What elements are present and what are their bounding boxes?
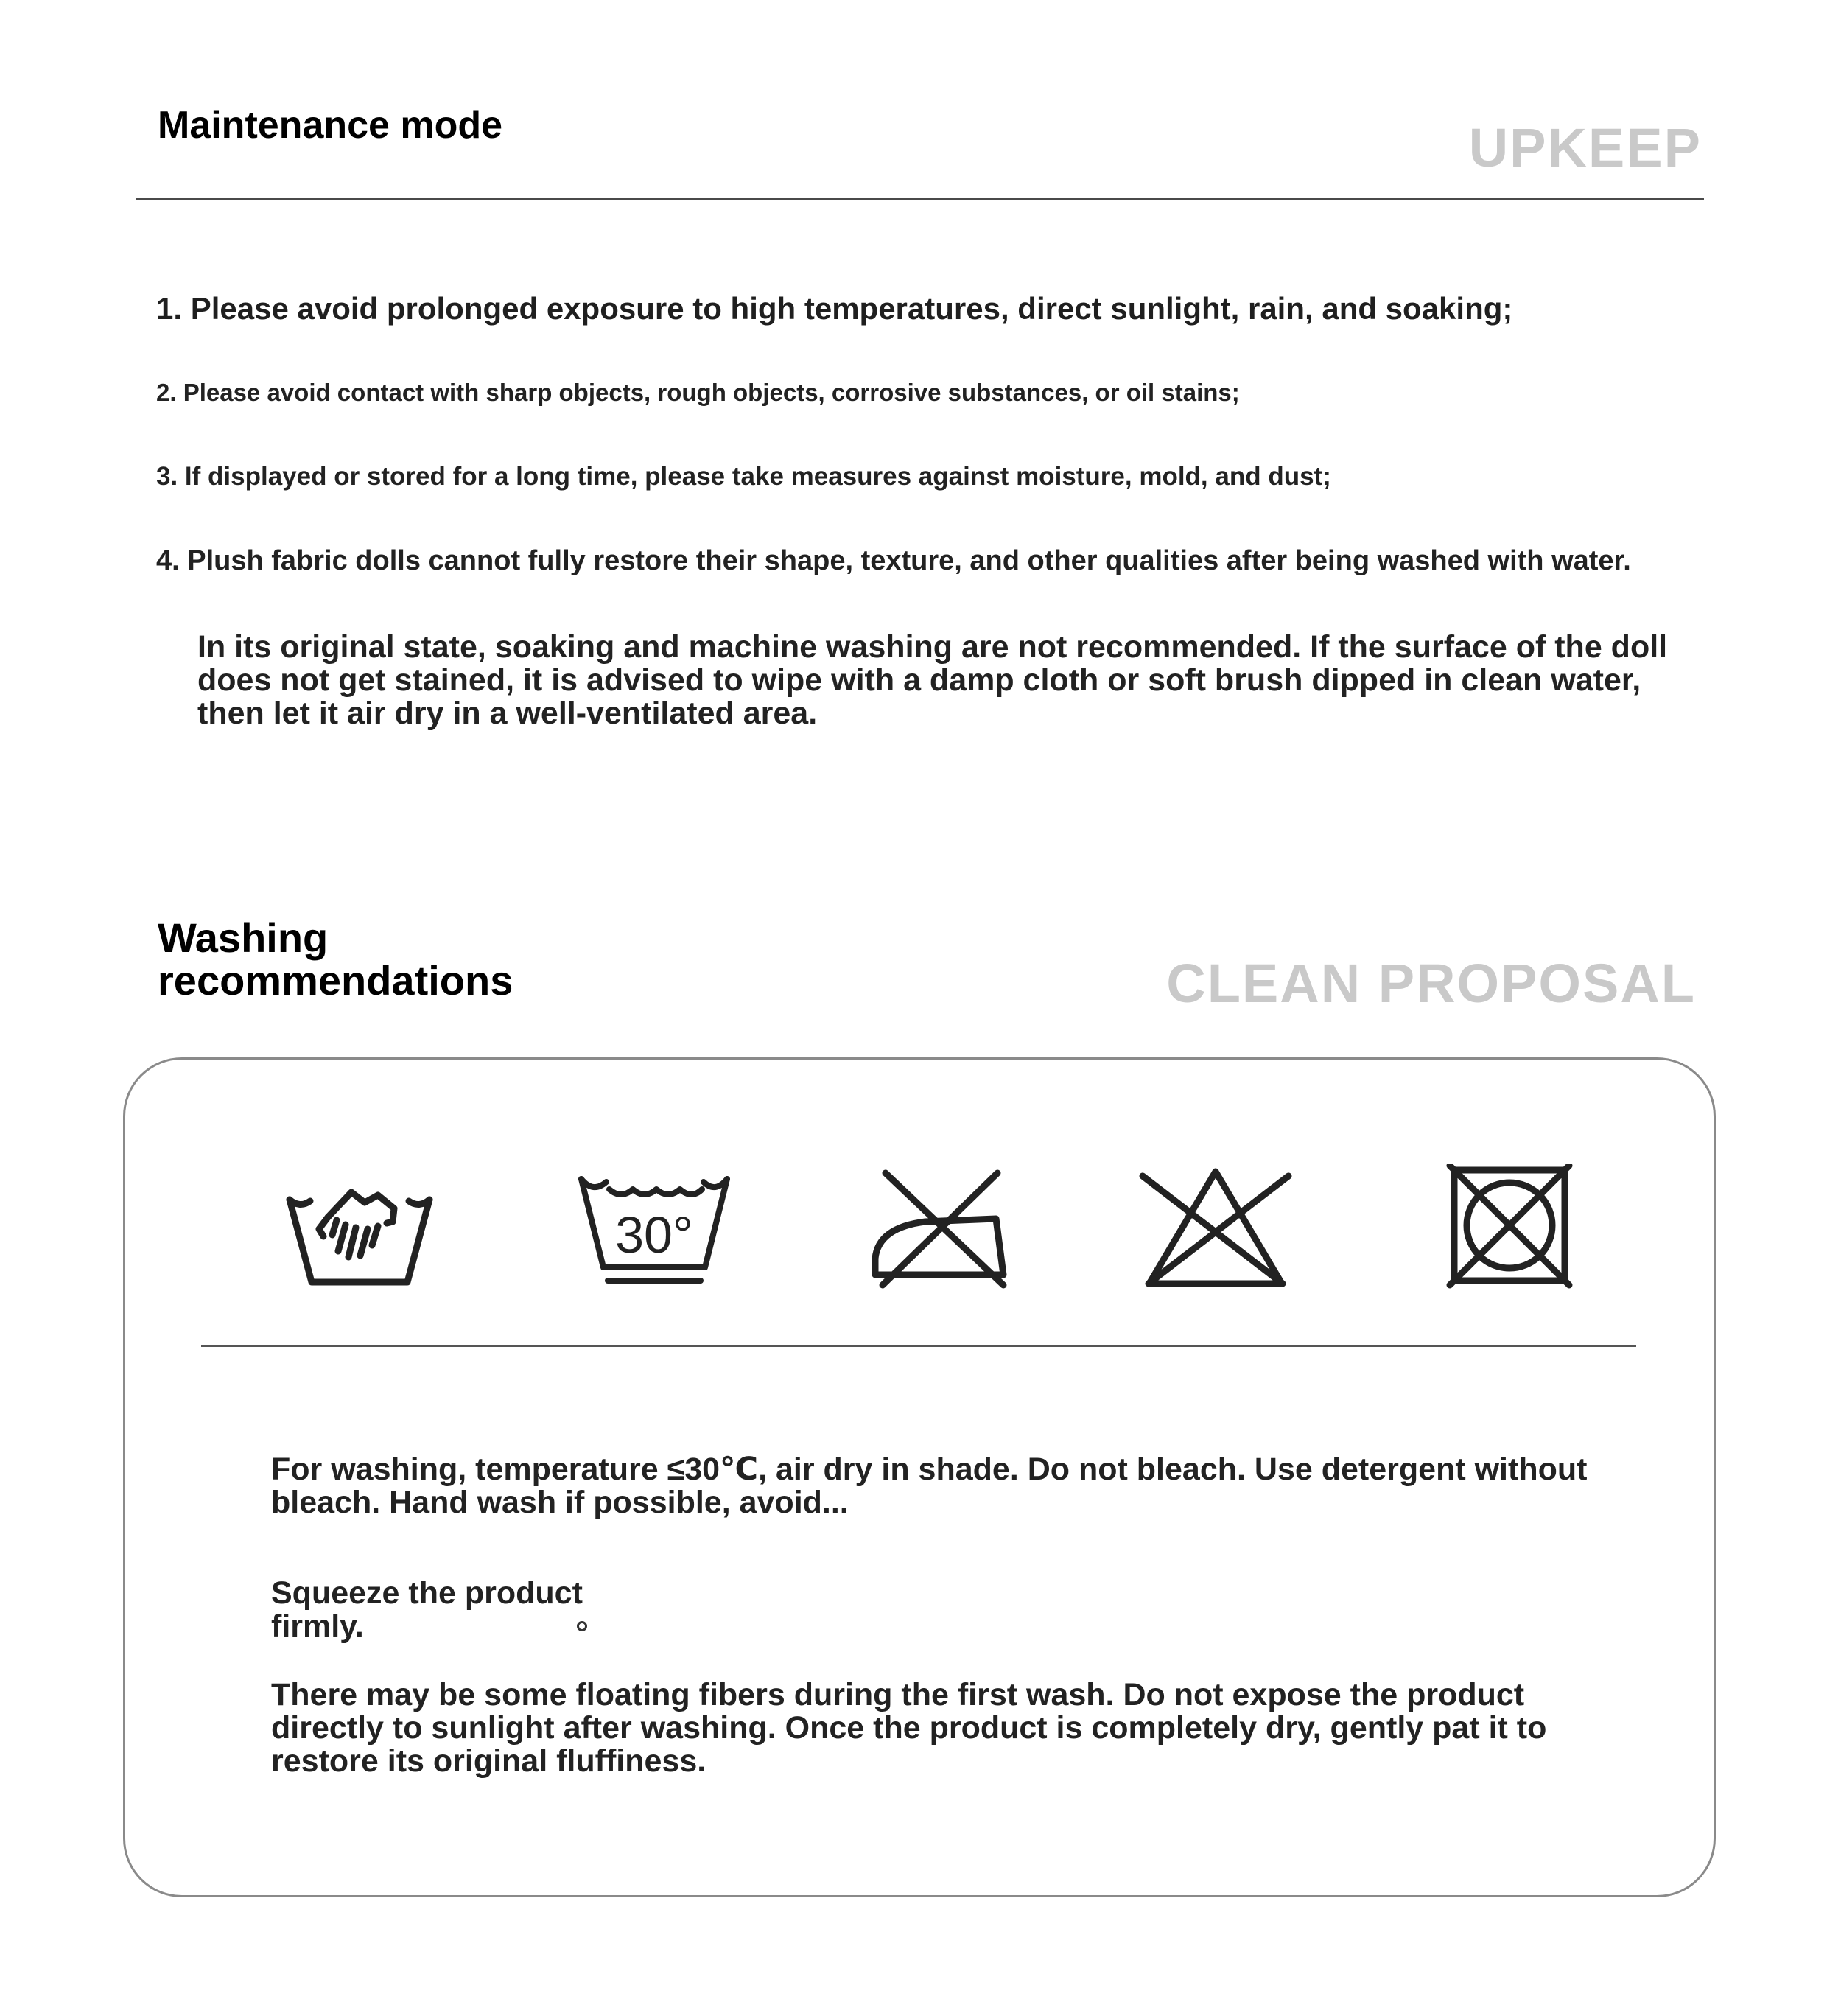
- upkeep-brand-title: UPKEEP: [1468, 117, 1702, 178]
- hand-wash-icon: [284, 1164, 438, 1289]
- section-divider: [136, 198, 1704, 200]
- washing-instructions: For washing, temperature ≤30℃, air dry in shade. Do not bleach. Use detergent without bleach. Hand wash if possible, avoid...: [271, 1452, 1588, 1520]
- maintenance-item-1: 1. Please avoid prolonged exposure to high temperatures, direct sunlight, rain, and soaking;: [156, 291, 1513, 326]
- maintenance-item-4: 4. Plush fabric dolls cannot fully restore their shape, texture, and other qualities after being washed with water.: [156, 545, 1631, 576]
- washing-title: Washing recommendations: [158, 914, 513, 1004]
- squeeze-instruction: Squeeze the product firmly.: [271, 1575, 583, 1644]
- do-not-bleach-icon: [1138, 1164, 1293, 1289]
- wash-30-label: 30°: [615, 1206, 693, 1264]
- do-not-tumble-dry-icon: [1432, 1164, 1587, 1289]
- wash-30-icon: [577, 1164, 732, 1289]
- clean-proposal-brand-title: CLEAN PROPOSAL: [1166, 953, 1696, 1014]
- maintenance-title: Maintenance mode: [158, 104, 503, 147]
- card-divider: [201, 1345, 1636, 1347]
- maintenance-item-3: 3. If displayed or stored for a long time, please take measures against moisture, mold, and dust;: [156, 462, 1331, 491]
- fiber-note: There may be some floating fibers during the first wash. Do not expose the product directly to sunlight after washing. Once the product is completely dry, gently pat it to restore its original fluffiness.: [271, 1677, 1547, 1779]
- maintenance-item-2: 2. Please avoid contact with sharp objects, rough objects, corrosive substances, or oil stains;: [156, 379, 1240, 406]
- maintenance-paragraph: In its original state, soaking and machine washing are not recommended. If the surface of the doll does not get stained, it is advised to wipe with a damp cloth or soft brush dipped in clean water, then let it air dry in a well-ventilated area.: [197, 629, 1668, 731]
- do-not-iron-icon: [866, 1164, 1021, 1289]
- bullet-dot-icon: [577, 1621, 587, 1631]
